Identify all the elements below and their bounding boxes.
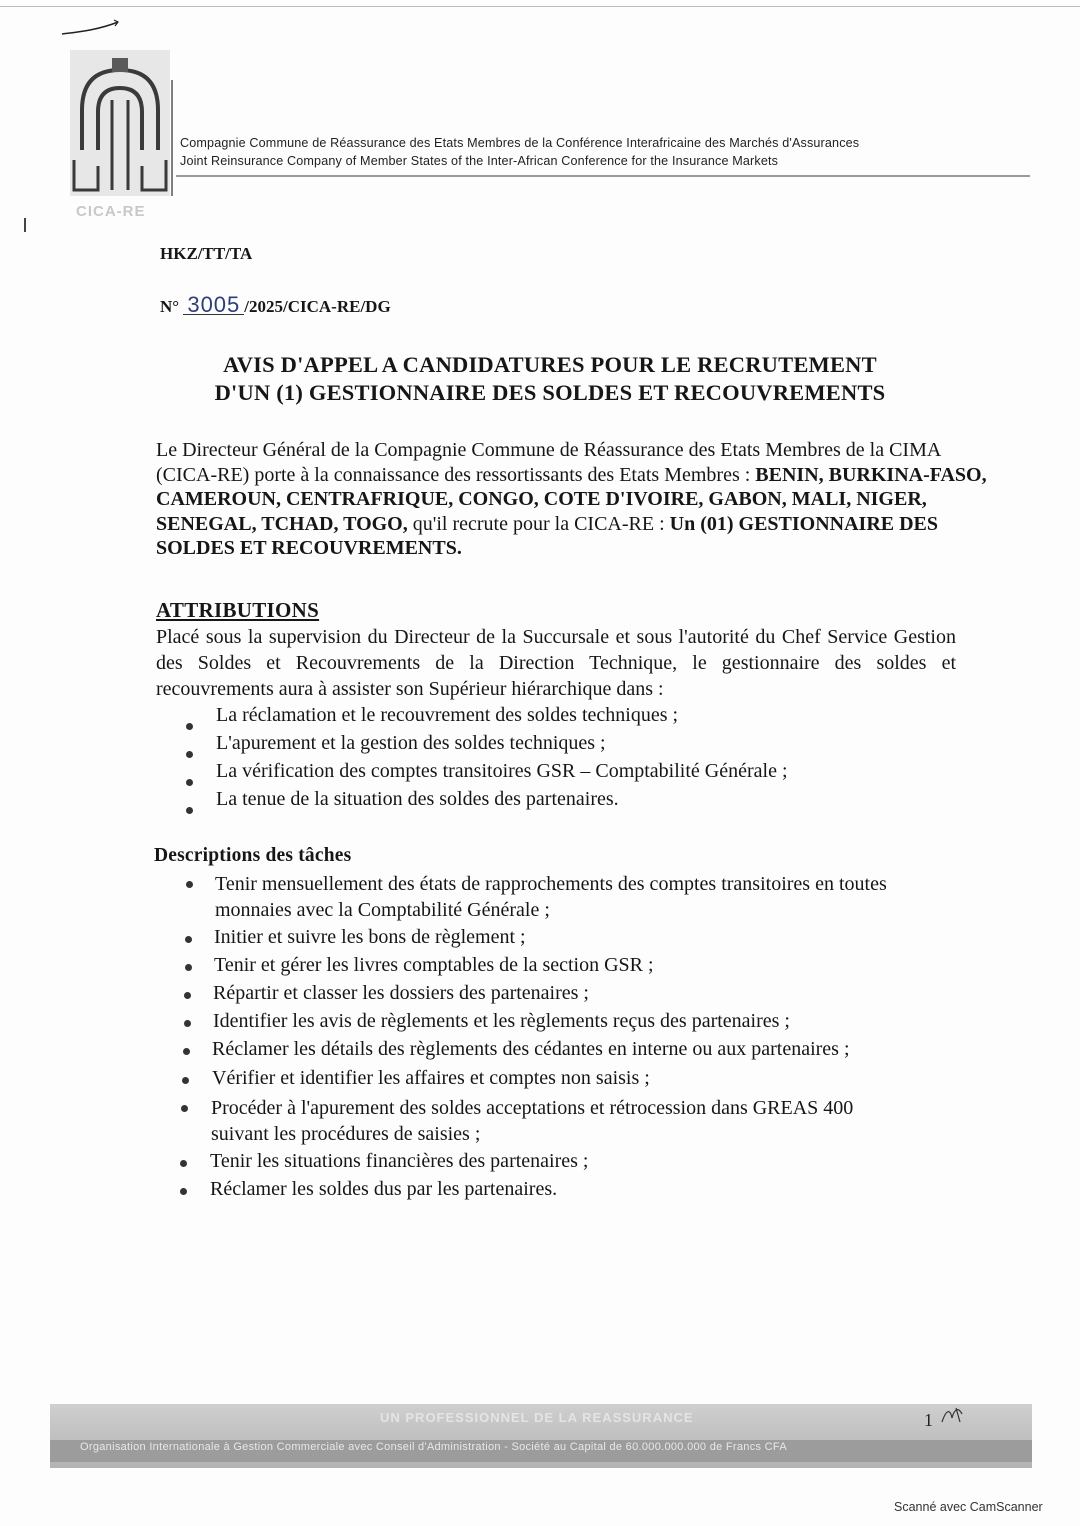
bullet-icon — [186, 807, 193, 814]
bullet-icon — [180, 1160, 187, 1167]
margin-mark — [24, 218, 26, 232]
scan-top-edge — [0, 6, 1080, 7]
bullet-icon — [184, 992, 191, 999]
bullet-icon — [186, 723, 193, 730]
bullet-icon — [185, 964, 192, 971]
attributions-paragraph: Placé sous la supervision du Directeur de la Succursale et sous l'autorité du Chef Service Gestion des Soldes et Recouvrements de la Direction Technique, le gestionnaire des soldes et recouvrements aura à assister son Supérieur hiérarchique dans : — [156, 626, 956, 700]
reference-number — [160, 292, 391, 317]
bullet-icon — [184, 1020, 191, 1027]
intro-paragraph — [156, 438, 996, 561]
cica-re-logo — [68, 50, 174, 220]
attributions-heading: ATTRIBUTIONS — [156, 598, 320, 622]
reference-prefix: N° — [160, 297, 180, 316]
list-item: Vérifier et identifier les affaires et comptes non saisis ; — [212, 1067, 650, 1089]
initials-signature — [940, 1404, 966, 1426]
pen-mark — [60, 18, 122, 38]
handwritten-number: 3005 — [183, 296, 244, 315]
bullet-icon — [182, 1077, 189, 1084]
list-item: Procéder à l'apurement des soldes acceptations et rétrocession dans GREAS 400 suivant les procédures de saisies ; — [211, 1097, 854, 1145]
footer-motto: UN PROFESSIONNEL DE LA REASSURANCE — [380, 1410, 694, 1425]
footer-legal: Organisation Internationale à Gestion Commerciale avec Conseil d'Administration - Société au Capital de 60.000.000.000 de Francs CFA — [80, 1441, 787, 1453]
reference-initials: HKZ/TT/TA — [160, 244, 253, 263]
intro-text-a: Le Directeur Général de la Compagnie Commune de Réassurance des Etats Membres de la CIMA (CICA-RE) porte à la connaissance des ressortissants des Etats Membres : — [156, 439, 941, 486]
letterhead-english: Joint Reinsurance Company of Member States of the Inter-African Conference for the Insurance Markets — [180, 154, 779, 168]
bullet-icon — [180, 1188, 187, 1195]
bullet-icon — [186, 751, 193, 758]
page-number: 1 — [924, 1410, 933, 1430]
tasks-heading: Descriptions des tâches — [154, 845, 352, 866]
list-item: L'apurement et la gestion des soldes techniques ; — [216, 732, 606, 754]
list-item: La tenue de la situation des soldes des partenaires. — [216, 788, 619, 810]
camscanner-watermark: Scanné avec CamScanner — [894, 1500, 1043, 1514]
bullet-icon — [186, 881, 193, 888]
letterhead-rule — [176, 175, 1030, 177]
document-title-line2: D'UN (1) GESTIONNAIRE DES SOLDES ET RECOUVREMENTS — [214, 380, 886, 405]
list-item: Tenir les situations financières des partenaires ; — [210, 1150, 589, 1172]
list-item: La réclamation et le recouvrement des soldes techniques ; — [216, 704, 679, 726]
intro-countries: BENIN, BURKINA-FASO, CAMEROUN, CENTRAFRIQUE, CONGO, COTE D'IVOIRE, GABON, MALI, NIGER, SENEGAL, TCHAD, TOGO, — [156, 463, 987, 535]
list-item: Réclamer les détails des règlements des cédantes en interne ou aux partenaires ; — [212, 1038, 850, 1060]
bullet-icon — [186, 779, 193, 786]
reference-suffix: /2025/CICA-RE/DG — [244, 297, 391, 316]
list-item: Répartir et classer les dossiers des partenaires ; — [213, 982, 589, 1004]
list-item: Identifier les avis de règlements et les règlements reçus des partenaires ; — [213, 1010, 790, 1032]
list-item: Tenir mensuellement des états de rapprochements des comptes transitoires en toutes monnaies avec la Comptabilité Générale ; — [215, 873, 887, 921]
bullet-icon — [185, 936, 192, 943]
document-title-line1: AVIS D'APPEL A CANDIDATURES POUR LE RECRUTEMENT — [223, 352, 877, 377]
letterhead-french: Compagnie Commune de Réassurance des Etats Membres de la Conférence Interafricaine des Marchés d'Assurances — [180, 136, 860, 150]
intro-position: Un (01) GESTIONNAIRE DES SOLDES ET RECOUVREMENTS. — [156, 512, 939, 559]
logo-text: CICA-RE — [76, 203, 146, 220]
letterhead — [180, 134, 859, 170]
list-item: Réclamer les soldes dus par les partenaires. — [210, 1178, 558, 1200]
list-item: Initier et suivre les bons de règlement ; — [214, 926, 526, 948]
intro-text-b: qu'il recrute pour la CICA-RE : — [407, 512, 670, 535]
list-item: La vérification des comptes transitoires GSR – Comptabilité Générale ; — [216, 760, 788, 782]
list-item: Tenir et gérer les livres comptables de la section GSR ; — [214, 954, 654, 976]
bullet-icon — [183, 1048, 190, 1055]
bullet-icon — [181, 1105, 188, 1112]
